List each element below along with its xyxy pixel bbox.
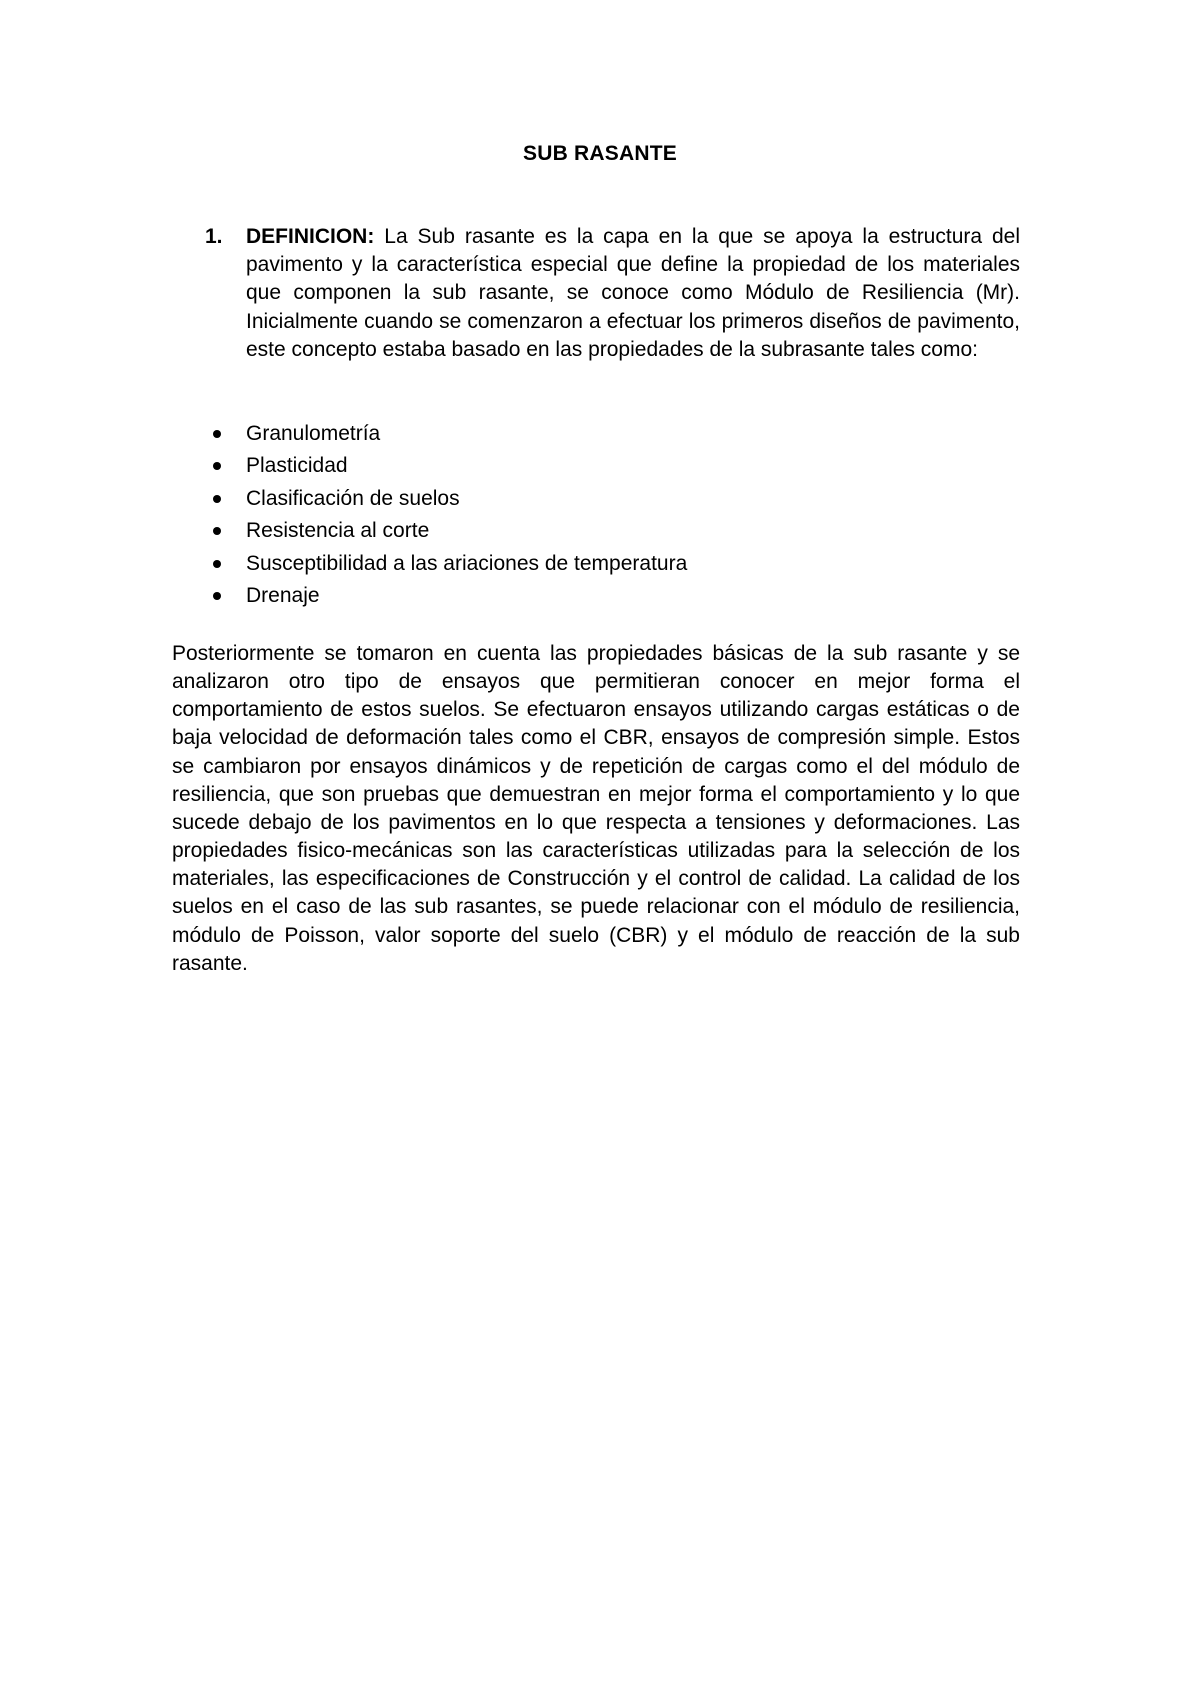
list-item-text: Resistencia al corte bbox=[246, 519, 430, 543]
bullet-icon bbox=[213, 495, 221, 503]
list-item bbox=[205, 517, 1020, 549]
list-item-text: Susceptibilidad a las ariaciones de temperatura bbox=[246, 551, 688, 575]
bullet-icon bbox=[213, 592, 221, 600]
bullet-icon bbox=[213, 462, 221, 470]
section-number: 1. bbox=[205, 225, 223, 248]
list-item bbox=[205, 582, 1020, 614]
body-paragraph: Posteriormente se tomaron en cuenta las propiedades básicas de la sub rasante y se analizaron otro tipo de ensayos que permitieran conocer en mejor forma el comportamiento de estos suelos. Se efectuaron ensayos utilizando cargas estáticas o de baja velocidad de deformación tales como el CBR, ensayos de compresión simple. Estos se cambiaron por ensayos dinámicos y de repetición de cargas como el del módulo de resiliencia, que son pruebas que demuestran en mejor forma el comportamiento y lo que sucede debajo de los pavimentos en lo que respecta a tensiones y deformaciones. Las propiedades fisico-mecánicas son las características utilizadas para la selección de los materiales, las especificaciones de Construcción y el control de calidad. La calidad de los suelos en el caso de las sub rasantes, se puede relacionar con el módulo de resiliencia, módulo de Poisson, valor soporte del suelo (CBR) y el módulo de reacción de la sub rasante. bbox=[172, 642, 1020, 975]
list-item-text: Granulometría bbox=[246, 422, 381, 445]
list-item bbox=[205, 550, 1020, 582]
list-item bbox=[205, 485, 1020, 517]
list-item bbox=[205, 452, 1020, 484]
section-heading: DEFINICION: bbox=[246, 225, 375, 248]
definition-paragraph bbox=[246, 223, 1020, 364]
list-item-text: Clasificación de suelos bbox=[246, 486, 460, 510]
bullet-icon bbox=[213, 560, 221, 568]
list-item-text: Drenaje bbox=[246, 583, 320, 607]
list-item-text: Plasticidad bbox=[246, 454, 348, 478]
bullet-icon bbox=[213, 527, 221, 535]
definition-text: La Sub rasante es la capa en la que se apoya la estructura del pavimento y la característica especial que define la propiedad de los materiales que componen la sub rasante, se conoce como Módulo de Resiliencia (Mr). Inicialmente cuando se comenzaron a efectuar los primeros diseños de pavimento, este concepto estaba basado en las propiedades de la subrasante tales como: bbox=[246, 225, 1020, 361]
bullet-icon bbox=[213, 430, 221, 438]
document-title: SUB RASANTE bbox=[523, 142, 677, 165]
list-item bbox=[205, 420, 1020, 452]
properties-list bbox=[205, 420, 1020, 614]
